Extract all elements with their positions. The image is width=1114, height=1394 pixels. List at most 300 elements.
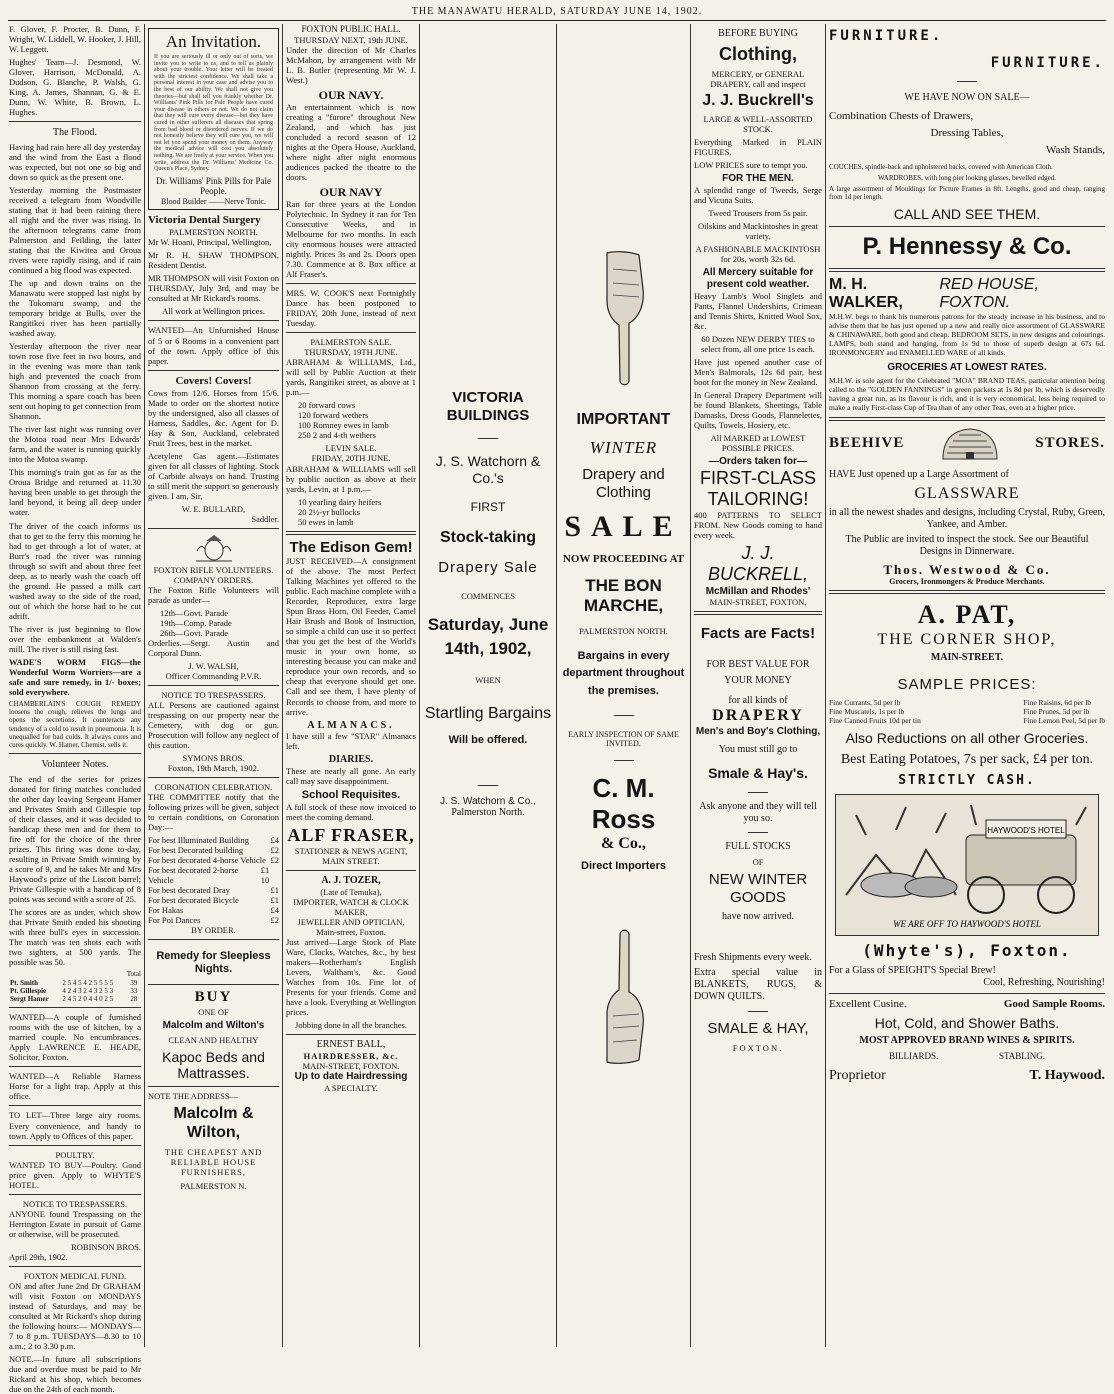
divider (829, 993, 1105, 994)
advert-heading: PALMERSTON SALE. (310, 337, 392, 348)
advert-heading: FIRST-CLASS (699, 467, 817, 488)
advert-text: 400 PATTERNS TO SELECT FROM. New Goods coming to hand every week. (694, 510, 822, 541)
advert-heading: SALE (564, 510, 683, 544)
signature: W. E. BULLARD, (181, 503, 246, 514)
advert-text: Heavy Lamb's Wool Singlets and Pants, Flannel Undershirts, Crimean and Tennis Shirts, Knitted Wool Sox, &c. (694, 290, 822, 331)
advert-heading: TAILORING! (707, 488, 809, 509)
article-paragraph: The scores are as under, which show that Private Smith ended his shooting with three bull's eyes in succession. The match was ten shots each with two sighters, at 500 yards. The possible was 50. (9, 907, 141, 968)
classified-ad: ALL Persons are cautioned against trespassing on our property near the Cemetery, with dog or gun. Prosecution will follow any neglect of this caution. (148, 699, 279, 750)
divider (478, 438, 498, 439)
advert-text: Just arrived—Large Stock of Plate Ware, Clocks, Watches, &c., by best makers—Rotherham's English Levers, Waltham's, &c. Good Watches from 10s. Fine lot of Presents for your friends. Come and have a look. Everything at Wellington prices. (286, 937, 416, 1018)
article-paragraph: The river is just beginning to flow over the embankment at Walden's mill. The river is still rising fast. (9, 623, 141, 654)
divider (829, 268, 1105, 272)
advert-text: in all the newest shades and designs, including Crystal, Ruby, Green, Yankee, and Amber. (829, 507, 1105, 531)
divider (9, 1145, 141, 1146)
column-5 (557, 24, 690, 1347)
advert-heading: ALF FRASER, (287, 825, 415, 846)
classified-ad: TO LET—Three large airy rooms. Every convenience, and handy to town. Apply to Offices of this paper. (9, 1110, 141, 1141)
advert-text: A full stock of these now invoiced to meet the coming demand. (286, 802, 416, 823)
advert-text: These are nearly all gone. An early call may save disappointment. (286, 766, 416, 787)
advert-text: MAIN-STREET. (930, 651, 1004, 663)
signature: BY ORDER. (191, 925, 236, 936)
advert-heading: Thos. Westwood & Co. (883, 561, 1051, 577)
classified-ad: NOTE.—In future all subscriptions due and overdue must be paid to Mr Rickard at his shop, which becomes due on the 24th of each month. (9, 1353, 141, 1394)
advert-text: FOXTON. (732, 1043, 784, 1054)
date: April 29th, 1902. (9, 1251, 68, 1262)
column-7 (826, 24, 1108, 1347)
advert-heading: Remedy for Sleepless Nights. (156, 950, 271, 976)
team-list: Hughes' Team—J. Desmond, W. Glover, Harrison, McDonald, A. Dudson, G. Blanche, P. Walsh, G. King, A. James, Shannan, G. & E. Dunn, W. White, B. Brown, L. Hughes. (9, 57, 141, 118)
advert-text: M.H.W. begs to thank his numerous patrons for the steady increase in his business, and to advise them that he has just opened up a new and really nice assortment of GLASSWARE & CHINAWARE, both good and cheap. BEDROOM SETS, in new designs and colourings. LAMPS, both stand and hanging, from 1s 9d to those of superb design at 67s 6d. IRONMONGERY and ENAMELLED WARE of all kinds. (829, 312, 1105, 357)
advert-text: Cool, Refreshing, Nourishing! (983, 976, 1105, 988)
advert-text: Proprietor (829, 1067, 886, 1083)
divider (148, 370, 279, 371)
advertisement: WADE'S WORM FIGS—the Wonderful Worm Worriers—are a safe and sure remedy, in 1/- boxes; sold everywhere. (9, 656, 141, 697)
advert-text: T. Haywood. (1029, 1067, 1105, 1083)
advert-text: THE COMMITTEE notify that the following prizes will be given, subject to certain conditions, on Coronation Day:— (148, 792, 279, 833)
advert-heading: M. H. WALKER, (829, 275, 903, 312)
advert-subheading: FRIDAY, 20TH JUNE. (311, 453, 391, 464)
divider (9, 753, 141, 754)
list-item: 26th—Govt. Parade (160, 627, 228, 638)
advert-text: McMillan and Rhodes' (705, 585, 811, 597)
advert-subheading: COMPANY ORDERS. (173, 574, 254, 585)
advert-text: MAIN-STREET, FOXTON, (709, 597, 807, 608)
advert-text: LOW PRICES sure to tempt you. (694, 160, 808, 170)
advert-text: A FASHIONABLE MACKINTOSH for 20s, worth 32s 6d. (695, 243, 821, 264)
signature: J. S. Watchorn & Co., (440, 795, 536, 807)
advert-text: Acetylene Gas agent.—Estimates given for all classes of lighting. Stock of Carbide always on hand. Trusting to still merit the support so generously given. I am, Sir, (148, 450, 279, 501)
article-paragraph: The river last night was running over the Motoa road near Mrs Edwards' farm, and the water is running quickly into the Motoa swamp. (9, 424, 141, 465)
pointing-hand-down-icon (599, 249, 649, 389)
advert-heading: FOXTON PUBLIC HALL. (301, 24, 401, 34)
classified-ad: WANTED—A Reliable Harness Horse for a light trap. Apply at this office. (9, 1071, 141, 1102)
advert-heading: Malcolm & Wilton, (173, 1104, 254, 1141)
divider (286, 870, 416, 871)
divider (829, 590, 1105, 594)
coach-illustration (835, 794, 1099, 936)
pink-pills-advert (148, 28, 279, 210)
advert-text: An entertainment which is now creating a "furore" throughout New Zealand, and which has just concluded a record season of 12 nights at the Opera House, Auckland, where night after night enormous audiences packed the theatre to the doors. (286, 101, 416, 182)
advert-text: COUCHES, spindle-back and upholstered backs, covered with American Cloth. (829, 162, 1053, 171)
list-item: 20 forward cows (298, 400, 356, 411)
advert-text: A SPECIALTY. (324, 1083, 378, 1094)
advert-text: (Late of Temuka), (320, 887, 382, 898)
list-item: Fine Raisins, 6d per lb (1023, 698, 1092, 708)
list-item: 20 2½-yr bullocks (298, 506, 361, 517)
advert-heading: Best Eating Potatoes, 7s per sack, £4 per ton. (840, 752, 1094, 768)
divider (148, 1086, 279, 1087)
prize-row (148, 835, 279, 845)
advert-text: WE HAVE NOW ON SALE— (904, 92, 1030, 104)
advert-text: You must still go to (718, 743, 798, 755)
divider (478, 785, 498, 786)
prize-label: For best Illuminated Building (148, 835, 249, 846)
prize-row (148, 915, 279, 925)
advert-heading: LEVIN SALE. (325, 443, 377, 454)
advert-heading: C. M. Ross (591, 773, 656, 835)
section-heading: The Flood. (53, 127, 97, 139)
prize-row (148, 855, 279, 865)
advert-text: ONE OF (198, 1006, 229, 1017)
classified-ad: ON and after June 2nd Dr GRAHAM will visit Foxton on MONDAYS instead of Saturdays, and may be consulted at Mr Rickard's shop during the following hours:— MONDAYS—7 to 8 p.m. TUESDAYS—8.30 to 10 a.m.; 2 to 3.30 p.m. (9, 1280, 141, 1351)
prize-amount: £1 (270, 895, 279, 906)
advert-heading: P. Hennessy & Co. (862, 233, 1072, 261)
signature: Officer Commanding P.V.R. (165, 670, 262, 681)
advert-text: Fresh Shipments every week. (694, 952, 812, 964)
advert-heading: ALMANACS. (307, 719, 395, 731)
advert-heading-row (829, 276, 1105, 314)
advert-text: Extra special value in BLANKETS, RUGS, & DOWN QUILTS. (694, 967, 822, 1002)
prize-amount: £2 (270, 845, 279, 856)
advert-text: WHEN (475, 674, 501, 685)
advert-text: Cows from 12/6. Horses from 15/6. Made to order on the shortest notice by the undersigned, also all classes of Harness, Saddles, &c. Agent for D. Hay & Son, Auckland, celebrated Fruit Trees, best in the market. (148, 387, 279, 448)
advert-tagline: Blood Builder ——Nerve Tonic. (160, 196, 267, 206)
advert-text: Oilskins and Mackintoshes in great variety. (698, 220, 818, 241)
advert-heading: DRAPERY (712, 706, 804, 724)
coach-sign-text: HAYWOOD'S HOTEL (987, 826, 1065, 836)
article-paragraph: Yesterday morning the Postmaster received a telegram from Woodville stating that it had been raining there all night and the river was rising. In the afternoon telegrams came from Palmerston and Feilding, the latter stating that the Kiwitea and Oroua rivers were rapidly rising, and if rain continued a big flood was expected. (9, 185, 141, 276)
advert-heading: An Invitation. (165, 32, 262, 51)
divider (286, 1034, 416, 1035)
masthead: THE MANAWATU HERALD, SATURDAY JUNE 14, 1902. (8, 6, 1106, 21)
table-row: Pt. Smith 2 5 4 5 4 2 5 5 5 5 39 (10, 978, 138, 987)
advert-text: Have just opened another case of Men's Balmorals, 12s 6d pair, best boot for the money in New Zealand. (694, 356, 822, 387)
advert-subheading: HAIRDRESSER, &c. (303, 1051, 399, 1062)
list-item: Fine Lemon Peel, 5d per lb (1023, 716, 1105, 726)
advert-text: Orderlies.—Sergt. Austin and Corporal Dunn. (148, 637, 279, 658)
advert-text: NOW PROCEEDING AT (562, 552, 685, 565)
advert-text: FULL STOCKS (725, 841, 791, 853)
advert-text: MR THOMPSON will visit Foxton on THURSDAY, July 3rd, and may be consulted at Mr Rickard's rooms. (148, 273, 279, 304)
advert-text: COMMENCES (461, 591, 515, 602)
beehive-icon (935, 425, 1005, 463)
advert-heading: Hot, Cold, and Shower Baths. (874, 1014, 1060, 1031)
divider (148, 777, 279, 778)
advert-text: Jobbing done in all the branches. (295, 1020, 407, 1031)
prize-label: For best decorated Dray (148, 885, 230, 896)
advert-heading: STRICTLY CASH. (898, 772, 1036, 788)
advert-text: Dressing Tables, (930, 126, 1004, 139)
advert-text: For a Glass of SPEIGHT'S Special Brew! (829, 965, 996, 977)
advert-text: In General Drapery Department will be found Blankets, Sheetings, Table Damasks, Dress Goods, Flannelettes, Quilts, Towels, Hosiery, etc. (694, 389, 822, 430)
prize-row (148, 885, 279, 895)
section-heading: NOTICE TO TRESPASSERS. (22, 1198, 128, 1209)
score-total-label: Total (126, 970, 141, 979)
divider (9, 1194, 141, 1195)
table-row: Sergt Hamer 2 4 5 2 0 4 4 0 2 5 28 (10, 995, 138, 1004)
advert-tagline: Dr. Williams' Pink Pills for Pale People. (155, 175, 272, 197)
article-paragraph: Yesterday afternoon the river near town rose five feet in two hours, and in the evening was more than tank high and prevented the coach from Shannon from crossing at the ferry. This morning a spare coach has been sent out hoping to get connection from Shannon. (9, 341, 141, 422)
date: Foxton, 19th March, 1902. (167, 763, 260, 773)
advert-heading: J. J. BUCKRELL, (707, 543, 809, 585)
prize-label: For best decorated 2-horse Vehicle (148, 865, 239, 886)
advert-row (829, 1068, 1105, 1085)
advert-text: Excellent Cusine. (829, 997, 907, 1010)
divider (9, 1066, 141, 1067)
advert-subheading: STATIONER & NEWS AGENT, (294, 846, 408, 857)
advert-heading: Drapery and Clothing (582, 465, 665, 501)
divider (9, 1105, 141, 1106)
advert-heading: ERNEST BALL, (316, 1039, 386, 1051)
advert-subheading: PALMERSTON NORTH. (169, 227, 258, 238)
advert-heading: THE BON MARCHE, (583, 575, 664, 615)
divider (614, 760, 634, 761)
advert-text: Mr R. H. SHAW THOMPSON, Resident Dentist. (148, 250, 279, 271)
price-list-left (829, 699, 921, 726)
advert-heading: WINTER (589, 437, 658, 457)
divider (748, 792, 768, 793)
advert-heading: Drapery Sale (438, 559, 538, 577)
advert-text: 60 Dozen NEW DERBY TIES to select from, all one price 1s each. (701, 333, 815, 354)
advert-heading: All Mercery suitable for present cold weather. (702, 266, 814, 290)
prize-row (148, 845, 279, 855)
advert-text: FOR BEST VALUE FOR YOUR MONEY (706, 659, 810, 687)
prize-label: For Poi Dances (148, 915, 201, 926)
signature: J. W. WALSH, (188, 660, 239, 671)
advert-subheading: THURSDAY NEXT, 19th JUNE. (294, 34, 408, 45)
advert-heading: Victoria Dental Surgery (148, 214, 261, 227)
advert-text: BILLIARDS. (889, 1051, 939, 1061)
advert-heading: IMPORTANT (576, 411, 671, 428)
advert-heading: NEW WINTER GOODS (708, 871, 808, 906)
prize-amount: £1 (270, 885, 279, 896)
divider (829, 417, 1105, 421)
classified-ad: WANTED—A couple of furnished rooms with the use of kitchen, by a married couple. No encumbrances. Apply LAWRENCE E. HEADE, Solicitor, Foxton. (9, 1012, 141, 1063)
advert-heading: School Requisites. (301, 789, 401, 802)
advert-heading: FOR THE MEN. (722, 173, 794, 185)
advert-heading: FURNITURE. (990, 54, 1105, 71)
advert-subheading: THURSDAY, 19TH JUNE. (304, 347, 398, 358)
column-2 (145, 24, 282, 1347)
classified-ad: WANTED—An Unfurnished House of 5 or 6 Rooms in a convenient part of the town. Apply office of this paper. (148, 325, 279, 366)
advert-heading: BEEHIVE (829, 434, 905, 451)
signature: SYMONS BROS. (182, 752, 245, 763)
advert-heading: Clothing, (719, 43, 797, 64)
advert-heading-row (829, 425, 1105, 463)
advert-heading: FOXTON RIFLE VOLUNTEERS. (153, 564, 274, 575)
advert-heading: Facts are Facts! (700, 625, 816, 643)
advert-text: Men's and Boy's Clothing, (695, 725, 821, 737)
advert-text: NOTE THE ADDRESS— (148, 1090, 239, 1101)
advert-heading: OUR NAVY. (318, 87, 384, 102)
advert-text: Wash Stands, (1045, 143, 1105, 156)
advert-heading: J. J. Buckrell's (702, 92, 814, 110)
spacer (423, 24, 553, 389)
advert-text: OF (752, 857, 764, 868)
article-paragraph: This morning's train got as far as the Oroua Bridge and returned at 11.30 having been unable to get through the land beyond, it being all deep under water. (9, 467, 141, 518)
advert-heading: VICTORIA BUILDINGS (446, 389, 530, 424)
article-paragraph: The driver of the coach informs us that to get to the ferry this morning he had to get through a lot of water, at Burr's road the river was running through so swift and about three feet deep, as to nearly wash the coach off the ground. He passed a milk cart washed away to the side of the road, out of which the horse had to be cut adrift. (9, 520, 141, 621)
divider (148, 685, 279, 686)
pointing-hand-up-icon (599, 928, 649, 1068)
divider (748, 832, 768, 833)
advert-text: Mr W. Hoani, Principal, Wellington, (148, 237, 272, 248)
advert-text: Grocers, Ironmongers & Produce Merchants. (889, 576, 1045, 586)
list-item: 250 2 and 4-th wethers (298, 430, 376, 441)
list-item: 120 forward wethers (298, 410, 369, 421)
advert-row (829, 1047, 1105, 1062)
advert-heading: Also Reductions on all other Groceries. (845, 729, 1089, 746)
advert-heading: DIARIES. (328, 754, 374, 766)
advert-heading: Kapoc Beds and Mattrasses. (162, 1048, 265, 1082)
advert-text: LARGE & WELL-ASSORTED STOCK. (703, 113, 813, 134)
list-item: 12th—Govt. Parade (160, 607, 228, 618)
advert-text: Under the direction of Mr Charles McMahon, by arrangement with Mr L. B. Butler (representing Mr W. J. West.) (286, 44, 416, 85)
divider (148, 984, 279, 985)
price-list (829, 699, 1105, 726)
divider (286, 283, 416, 284)
prize-amount: £4 (270, 905, 279, 916)
advert-text: M.H.W. is sole agent for the Celebrated "MOA" BRAND TEAS, particular attention being called to the "GOLDEN FANNINGS" in green packets at 1s 8d per lb, which is deservedly having a great run, as its flavour is rich, and it is very economical, less being required to make a really First-class Cup of Tea than of any other Teas, even at a higher price. (829, 376, 1105, 412)
advert-text: CLEAN AND HEALTHY (168, 1034, 259, 1045)
advert-heading: RED HOUSE, FOXTON. (939, 275, 1039, 312)
column-6 (691, 24, 825, 1347)
advert-text: HAVE Just opened up a Large Assortment of (829, 468, 1009, 480)
prize-label: For best Decorated building (148, 845, 244, 856)
advert-text: ABRAHAM & WILLIAMS, Ltd., will sell by Public Auction at their yards, Rangitikei street, as above at 1 p.m.— (286, 357, 416, 398)
advert-text: Ask anyone and they will tell you so. (699, 800, 817, 824)
coach-caption: WE ARE OFF TO HAYWOOD'S HOTEL (893, 919, 1041, 930)
advert-row (829, 998, 1105, 1011)
advert-text: Combination Chests of Drawers, (829, 109, 974, 122)
advert-text: All work at Wellington prices. (162, 306, 265, 317)
prize-amount: £4 (270, 835, 279, 846)
prize-list (148, 835, 279, 925)
list-item: Fine Prunes, 5d per lb (1023, 707, 1090, 717)
advert-heading: FURNITURE. (829, 28, 944, 44)
advert-text: The Foxton Rifle Volunteers will parade as under— (148, 584, 279, 605)
advert-text: All MARKED at LOWEST POSSIBLE PRICES. (710, 432, 806, 453)
advert-text: WARDROBES, with long pier looking glasses, bevelled edged. (877, 173, 1057, 182)
advert-text: Main-street, Foxton. (316, 927, 386, 938)
list-item: Fine Muscatels, 1s per lb (829, 707, 905, 717)
advert-text: FIRST (470, 500, 506, 515)
section-heading: FOXTON MEDICAL FUND. (23, 1270, 127, 1281)
advert-text: MAIN STREET. (322, 856, 380, 867)
advert-heading: THE CORNER SHOP, (877, 631, 1057, 648)
article-paragraph: The up and down trains on the Manawatu were stopped last night by the Tokomaru swamp, and the temporary bridge at Bulls, over the Rangitikei river has been partially washed away. (9, 278, 141, 339)
column-1 (6, 24, 144, 1394)
advert-text: MERCERY, or GENERAL DRAPERY, call and inspect (710, 69, 806, 90)
divider (957, 81, 977, 82)
advert-text: PALMERSTON NORTH. (579, 625, 668, 636)
list-item: 19th—Comp. Parade (160, 617, 232, 628)
advert-text: have now arrived. (722, 910, 794, 922)
list-item: 100 Romney ewes in lamb (298, 420, 389, 431)
advert-heading: CALL AND SEE THEM. (893, 205, 1041, 222)
section-heading: Volunteer Notes. (41, 759, 109, 771)
advert-text: Bargains in every department throughout the premises. (562, 649, 685, 697)
prize-label: For best decorated 4-horse Vehicle (148, 855, 266, 866)
advertisement: CHAMBERLAIN'S COUGH REMEDY loosens the cough, relieves the lungs and opens the secretions. It counteracts any tendency of a cold to result in pneumonia. It is unequalled for bad colds. It always cures and cures quickly. W. Hamer, Chemist, sells it. (9, 699, 141, 750)
divider (148, 320, 279, 321)
signature: ROBINSON BROS. (71, 1241, 141, 1252)
section-heading: NOTICE TO TRESPASSERS. (161, 689, 266, 700)
advert-heading: STORES. (1035, 434, 1105, 451)
advert-text: STABLING. (998, 1051, 1045, 1061)
advert-text: A splendid range of Tweeds, Serge and Vicuna Suits. (694, 184, 822, 205)
advert-heading: Covers! Covers! (175, 374, 252, 387)
advert-text: Ran for three years at the London Polytechnic. In Sydney it ran for Ten Consecutive Weeks, and in Melbourne for two months. In each city enormous houses were attracted nightly. Prices 3s and 2s. Doors open 7.30. Commence at 8. Box office at Alf Fraser's. (286, 199, 416, 280)
list-item: Fine Currants, 5d per lb (829, 698, 901, 708)
price-list-right (1023, 699, 1105, 726)
advert-heading: BEFORE BUYING (718, 28, 798, 39)
advert-heading: (Whyte's), Foxton. (862, 941, 1072, 961)
advert-text: MOST APPROVED BRAND WINES & SPIRITS. (859, 1035, 1075, 1047)
advert-heading: Saturday, June 14th, 1902, (427, 615, 549, 658)
prize-amount: £2 (270, 915, 279, 926)
article-paragraph: The end of the series for prizes donated for firing matches concluded the other day leaving Sergeant Hamer and Privates Smith and Gillespie top of their classes, and it was decided to handicap these men and for them to fire off for the choice of the three prizes. This firing was done to-day, resulting in Private Smith winning by a score of 9, and he takes Mr and Mrs Haywood's prize of the Liscott barrel; Private Gillespie with a handicap of 8 points was second with a score of 25. (9, 774, 141, 905)
divider (9, 121, 141, 122)
advert-heading: GLASSWARE (914, 484, 1020, 502)
advert-text: THE CHEAPEST AND RELIABLE HOUSE FURNISHERS, (164, 1146, 263, 1177)
signature: Saddler. (251, 513, 279, 524)
advert-heading: BUY (194, 989, 233, 1006)
advert-text: Everything Marked in PLAIN FIGURES. (694, 136, 822, 157)
advert-text: EARLY INSPECTION OF SAME INVITED. (568, 729, 679, 748)
prize-row (148, 895, 279, 905)
advert-heading: Smale & Hay's. (708, 765, 808, 782)
divider (748, 1011, 768, 1012)
divider (148, 528, 279, 529)
advert-heading: & Co., (601, 834, 646, 852)
divider (829, 226, 1105, 227)
column-4 (420, 24, 556, 1347)
advert-text: for all kinds of (728, 695, 788, 707)
divider (148, 939, 279, 940)
advert-text: MRS. W. COOK'S next Fortnightly Dance has been postponed to FRIDAY, 20th June, instead of next Tuesday. (286, 288, 416, 329)
advert-subheading: IMPORTER, WATCH & CLOCK MAKER, (293, 897, 409, 918)
advert-heading: GROCERIES AT LOWEST RATES. (887, 361, 1047, 373)
advert-text: I have still a few "STAR" Almanacs left. (286, 731, 416, 752)
advert-heading: A. J. TOZER, (321, 875, 381, 887)
list-item: 10 yearling dairy heifers (298, 496, 382, 507)
advert-text: A large assortment of Mouldings for Picture Frames in 8ft. Lengths, good and cheap, ranging from 1d per length. (829, 185, 1105, 202)
advert-text: MAIN-STREET, FOXTON. (302, 1061, 400, 1072)
divider (286, 531, 416, 535)
classified-ad: WANTED TO BUY—Poultry. Good price given. Apply to WHYTE'S HOTEL. (9, 1159, 141, 1190)
team-list: F. Glover, F. Procter, B. Dunn, F. Wright, W. Liddell, W. Hooker, J. Hill, W. Leggett. (9, 24, 141, 55)
advert-heading: SMALE & HAY, (707, 1019, 809, 1037)
prize-row (148, 905, 279, 915)
advert-heading: Up to date Hairdressing (294, 1071, 408, 1083)
divider (614, 715, 634, 716)
advert-text: Tweed Trousers from 5s pair. (708, 207, 808, 218)
signature: Palmerston North. (451, 807, 525, 819)
prize-amount: £1 10 (260, 865, 270, 886)
advert-text: Good Sample Rooms. (1003, 997, 1105, 1010)
advert-heading: Startling Bargains (424, 704, 552, 722)
advert-text: Direct Importers (581, 859, 666, 872)
advert-body: If you are seriously ill or only out of sorts, we invite you to write to us, and to tell us plainly about your trouble. Your letter will be treated with the strictest confidence. We shall take a personal interest in your case and advise you to the best of our ability. We shall not give you theories—but shall tell you frankly whether Dr. Williams' Pink Pills for Pale People have cured your disease in others or not. We do not claim that they will cure every disease—but they have cured in other sufferers all diseases that spring from bad blood or disordered nerves. If we do not honestly believe they will cure you, we will not let you spend your money on them. Anyway the medical advice will cost you absolutely nothing. We are freely at your service. When you write, address the Dr. Williams' Medicine Co. Queen's Place, Sydney. (154, 54, 273, 173)
advert-text: JUST RECEIVED—A consignment of the above. The most Perfect Talking Machines yet offered to the public. Each machine complete with a Recorder, Reproducer, extra large Spun Brass Horn, Oil Feeder, Camel Hair Brush and Book of Instruction, so simple a child can use it so perfect that you get the best of the World's music in your own home, so interesting because you can make and reproduce your own records, and so cheap that everyone should get one. Call and see them, I have plenty of Records to choose from, and more to arrive. (286, 556, 416, 717)
advert-text: Will be offered. (448, 733, 528, 746)
advert-heading: OUR NAVY (319, 184, 383, 199)
score-table (9, 979, 141, 1004)
advert-text: PALMERSTON N. (180, 1180, 247, 1191)
advert-text: The Public are invited to inspect the stock. See our Beautiful Designs in Dinnerware. (845, 533, 1089, 557)
advert-heading: J. S. Watchorn & Co.'s (435, 453, 541, 486)
prize-label: For Hakas (148, 905, 184, 916)
advert-text: Malcolm and Wilton's (162, 1019, 265, 1031)
list-item: 50 ewes in lamb (298, 516, 354, 527)
list-item: Fine Canned Fruits 10d per tin (829, 716, 921, 726)
section-heading: POULTRY. (55, 1149, 95, 1160)
royal-crest-icon (194, 533, 234, 563)
advert-heading: —Orders taken for— (709, 455, 807, 467)
column-3 (283, 24, 419, 1347)
